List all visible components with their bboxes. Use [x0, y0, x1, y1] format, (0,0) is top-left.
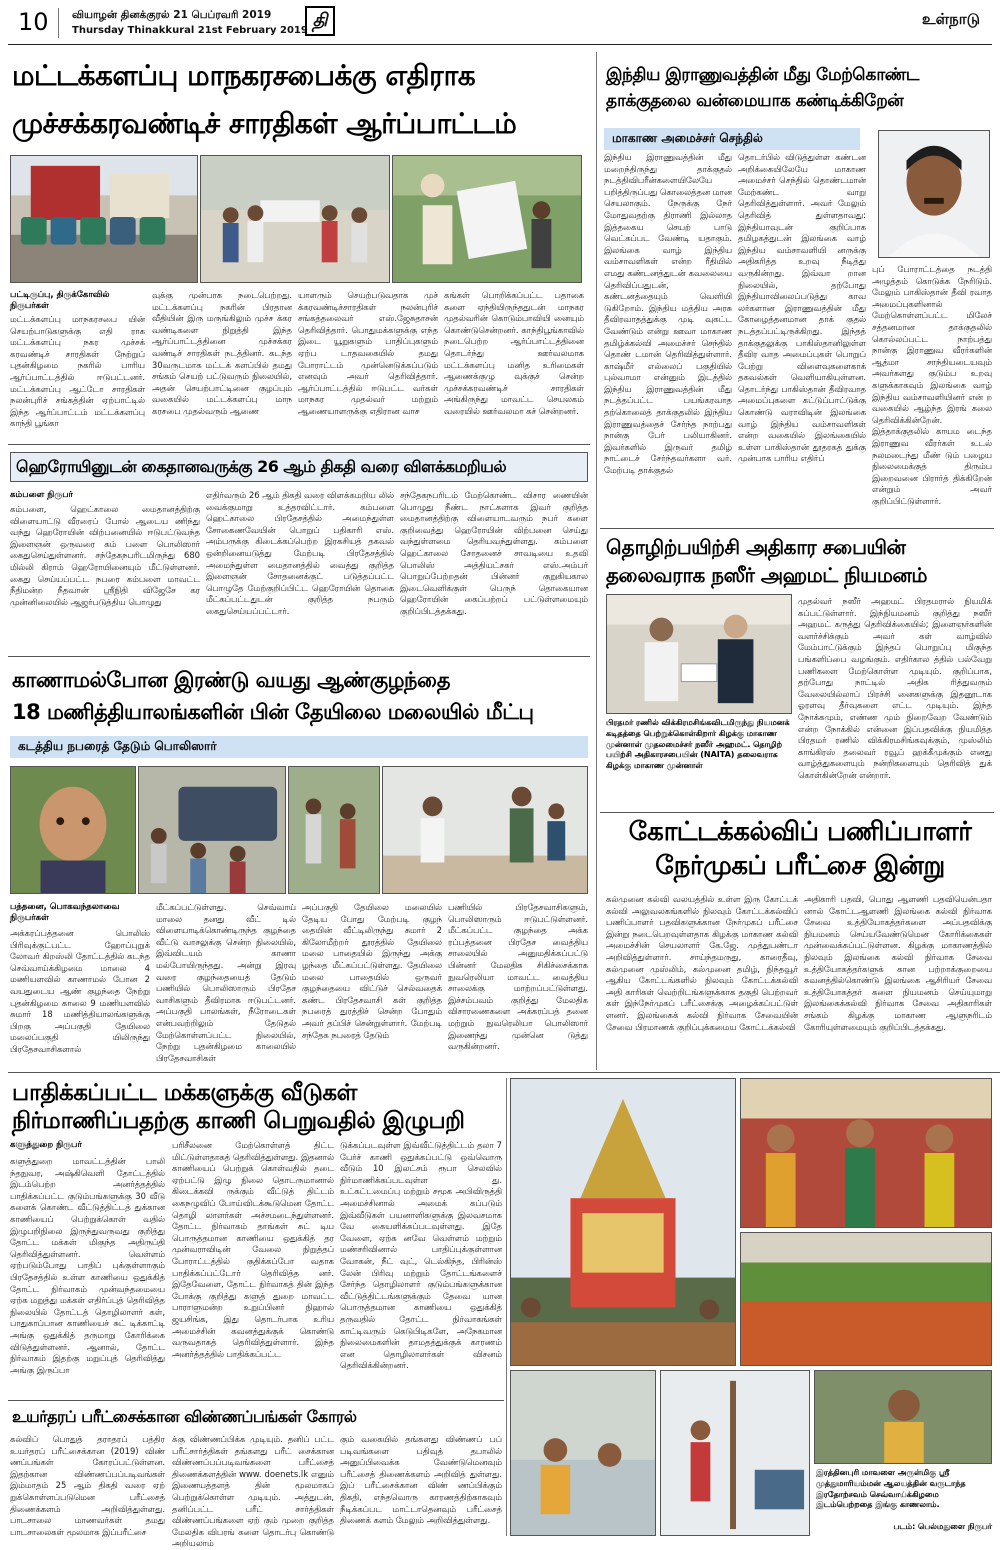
- pole-ritual-photo: [660, 1370, 810, 1536]
- minister-portrait: [878, 130, 990, 258]
- story8-headline-line2: நேர்முகப் பரீட்சை இன்று: [655, 851, 945, 881]
- story1-column-4: கங்கள் பொறிக்கப்பட்ட பதாகை களை ஏந்தியிருந்ததுடன் மாநகர முதல்வரின் கொடும்பாவியி னையும் கொண்டுசென்றனர். காந்திபூங்காவில் நடைபெற்ற ஆர்ப்பாட்டத்தினை தொடர்ந்து ஊர்வலமாக மட்டக்களப்பு மனித உரிமைகள் ஆணைக்குழு வுக்குச் சென்ற முச்சக்கரவண்டிச் சாரதிகள் அங்கிருந்து மாவட்ட செயலகம் வரையில் ஊர்வலமா கச் சென்றனர்.: [444, 290, 584, 416]
- story6-subheading-banner: மாகாண அமைச்சர் செந்தில்: [604, 128, 860, 150]
- story3-column-3: அப்பகுதி தேயிலை மலையில் தேடிய போது மேற்படி குழந் தையின் வீட்டிலிருந்து சுமார் 2 கிலோமீற்றர் தூரத்தில் தேயிலை மலை பாதையில் இருந்து அக்கு ழந்தை மீட்கப்பட்டுள்ளது. தேயிலை மலை பாதையில் ஒருவர் குழந்தையை விட்டுச் செல்வதைக் கண்ட பிரதேசவாசி கள் குறித்த நபரைத் துரத்திச் சென்ற போதும் அவர் தப்பிச் சென்றுள்ளார். மேற்படி சந்தேக நபரைத் தேடும்: [302, 902, 442, 1040]
- story3-column-1: அக்கரப்பத்தனை பொலிஸ் பிரிவுக்குட்பட்ட ஹோப்புறுக் லோவர் கிறஸ்லி தோட்டத்தில் கடந்த செவ்வாய்க்கிழமை மாலை 4 மணியளவில் காணாமல் போன 2 வயதுடைய ஆண் குழந்தை நேற்று புதன்கிழமை காலை 9 மணியளவில் சுமார் 18 மணித்தியாலங்களுக்கு பிறகு அப்பகுதி தேயிலை மலைப்பகுதி யிலிருந்து பிரதேசவாசிகளால்: [10, 928, 150, 1054]
- story2-column-2: எதிர்வரும் 26 ஆம் திகதி வரை விளக்கமறிய லில் வைக்குமாறு உத்தரவிட்டார். கம்பளை ஹெட்காலை பிரதேசத்தில் அமைந்துள்ள சோகைணவேயின் பொறுப் பதிகாரி எஸ். அம்பருக்கு கிடைக்கப்பெற்ற இரகசியத் தகவல் ஒன்றினையடுத்து மேற்படி பிரதேசத்தில் அமைந்துள்ள மைதானத்தில் வைத்து குறித்த இளைஞன் சோதனைக்குட் படுத்தப்பட்ட பொழுதே மேற்குறிப்பிட்ட ஹெரோயின் தொகை மீட்கப்பட்டதுடன் குறித்த நபரும் கைதுசெய்யப்பட்டார்.: [206, 490, 395, 616]
- story3-column-4: பணியில் பிரதேசவாசிகளும், பொலிஸாரும் ஈடுபட்டுள்ளனர். மீட்கப்பட்ட குழந்தை அக்க ரப்பத்தனை பிரதேச வைத்திய சாலையில் அனுமதிக்கப்பட்டு பின்னர் மேலதிக சிகிச்சைக்காக நுவரெலியா மாவட்ட வைத்திய சாலைக்கு மாற்றப்பட்டுள்ளது. இச்சம்பவம் குறித்து மேலதிக விசாரணைகளை அக்கரப்பத் தனை மற்றும் நுவரெலியா பொலிஸார் இணைந்து முன்னெ டுத்து வருகின்றனர்.: [448, 902, 588, 1052]
- story3-headline-line1: காணாமல்போன இரண்டு வயது ஆண்குழந்தை: [12, 668, 451, 692]
- story5-column-1: கல்விப் பொதுத் தராதரப் பத்திர உயர்தரப் பரீட்சைக்கான (2019) விண் ணப்பங்கள் கோரப்பட்டுள்ளன. இதற்கான விண்ணப்பப்படிவங்கள் இம்மாதம் 25 ஆம் திகதி வரை ஏற் றுக்கொள்ளப்படுமென பரீட்சைத் திணைக்களம் அறிவித்துள்ளது. பாடசாலை மாணவர்கள் தமது பாடசாலைகள் மூலமாக இப்பரீட்சை: [10, 1434, 165, 1537]
- story6-column-3: புப் போராட்டத்தை நடத்தி அழுத்தம் கொடுக்க நேரிடும். மேலும் பாகிஸ்தான் தீவி ரவாத அமைப்புகளினால் மேற்கொள்ளப்பட்ட மிலேச் சத்தனமான தாக்குதலில் கொல்லப்பட்ட நாற்பத்து நான்கு இராணுவ வீரர்களின் ஆத்மா சாந்தியடையவும் அவர்களது குடும்ப உறவு களுக்காகவும் இலங்கை வாழ் இந்திய வம்சாவளியினர் என் ற வகையில் ஆழ்ந்த இரங் கலை தெரிவிக்கின்றேன். இத்தாக்குதலில் காயம டைந்த இராணுவ வீரர்கள் உடல் நலமடைந்து மீண் டும் பழைய நிலைமைக்குத் திரும்ப இறைவனை பிரார்த் திக்கிறேன் என்றும் அவர் குறிப்பிட்டுள்ளார்.: [872, 264, 992, 506]
- story2-column-3: சந்தேகநபரிடம் மேற்கொண்ட விசார ணையின் பொழுது நீண்ட நாட்களாக இவர் குறித்த மைதானத்திற்கு விளையாடவரும் நபர் களை குறிவைத்து ஹெரோயின் விற்பனை செய்து வந்துள்ளமை தெரியவந்துள்ளது. கம்பளை ஹெட்காலை சோதனைச் சாவடியை உதவி பொலிஸ் அத்தியட்சகர் எஸ்.அம்பர் பொறுப்பேற்றதன் பின்னர் குறுகியகால இடைவெளிக்குள் பெருந் தொகையான ஹெரோயின் கைப்பற்றப் பட்டுள்ளமையும் குறிப்பிடத்தக்கது.: [400, 490, 588, 616]
- story5-column-3: கும் வகையில் தங்களது விண்ணப் பப் படிவங்களை பதிவுத் தபாலில் அனுப்பிவைக்க வேண்டுமெனவும் பரீட்சைத் திணைக்களம் அறிவித் துள்ளது. இப் பரீட்சைக்கான விண் ணப்பிக்கும் திகதி, எந்தவொரு காரணத்திற்காகவும் நீடிக்கப்பட மாட்டாதெனவும் பரீட்சைத் திணைக் களம் மேலும் அறிவித்துள்ளது.: [340, 1434, 502, 1526]
- story1-column-2: வுக்கு முன்பாக நடைபெற்றது. மட்டக்களப்பு நகரின் பிரதான வீதியின் இரு மருங்கிலும் முச்ச க்கர வண்டிகளை நிறுத்தி இந்த ஆர்ப்பாட்டத்தினை முச்சக்கர வண்டிச் சாரதிகள் நடத்தினர். கடந்த 30வருடமாக மட்டக் களப்பில் தமது சங்கம் செயற் பட்டுவரும் நிலையில், அதன் செயற்பாட்டினை குழப்பும் வகையில் மட்டக்களப்பு மாந கரசபை முதல்வரும் ஆணை: [152, 290, 292, 416]
- story6-column-1: இந்திய இராணுவத்தின் மீது மறைந்திருந்து தாக்குதல் நடத்திவிபரீன்களையிலேயே பறித்திருப்பது கொலைத்தன மான செயலாகும். நேருக்கு நேர் மோதுவதற்கு திராணி இல்லாத இத்தகைய செயற் பாடு வெட்கப்பட வேண்டி யதாகும். இலங்கை வாழ் இந்திய வம்சாவளிகள் என்ற ரீதியில் எமது கண்டனத்துடன் கவலையை தெரிவிப்பதுடன், கண்டனத்தையும் வெளியி டுகிறோம். இந்திய மத்திய அரசு தீவிரவாதத்துக்கு முடி வுகட்ட வேண்டும் என்று ஊவா மாகாண தமிழ்க்கல்வி அமைச்சர் செந்தில் தொண் டமான் தெரிவித்துள்ளார். காஷ்மீர் எல்லைப் பகுதியில் புல்வாமா என்னும் இடத்தில் இந்திய இராணுவத்தின் மீது நடத்தப்பட்ட பயங்கரவாத தற்கொலைத் தாக்குதலில் இந்திய இராணுவத்தைச் சேர்ந்த நாற்பது நான்கு பேர் பலியாகினர். இவர்களில் இருவர் தமிழ் நாட்டைச் சேர்ந்தவர்களா வர். மேற்படி தாக்குதல்: [604, 152, 732, 476]
- devotee-portrait-photo: [814, 1370, 992, 1464]
- story5-column-2: க்கு விண்ணப்பிக்க முடியும். தனிப் பட்ட பரீட்சார்த்திகள் தங்களது பரீட் சைக்கான விண்ணப்பப்படிவங்களை பரீட்சைத் திணைக்களத்தின் www. doenets.lk எனும் இணையத்தளத் தின் மூலமாகப் பெற்றுக்கொள்ள முடியும். அத்துடன், தனிப்பட்ட பரீட் சார்த்திகள் விண்ணப்பங்களை ஏற் கும் முறை குறித்த மேலதிக விபரங் களை தொடர்பு கொண்டு அறியலாம்: [172, 1434, 334, 1549]
- story8-column-2: அதிகாரி பதவி, பொது ஆளணி பதவியென்பதா னால் கோட்டஆளணி இலங்கை கல்வி நிர்வாக சேவை உத்தியோகத்தர்களை அப்பதவிக்கு நியமனம் செய்யவேண்டுமென கோரிக்கைகள் முன்வைக்கப்பட்டுள்ளன. கிழக்கு மாகாணத்தில் நிலவும் இலங்கை கல்வி நிர்வாக சேவை உத்தியோகத்தர்களுக் கான பற்றாக்குறையை கவனத்தில்கொண்டு இலங்கை ஆசிரியர் சேவை உத்தியோகத்தர் களை நியமனம் செய்யுமாறு இலங்கைக்கல்வி நிர்வாக சேவை அதிகாரிகள் சங்கம் கிழக்கு மாகாண ஆளுநரிடம் கோரியுள்ளமையும் குறிப்பிடத்தக்கது.: [804, 894, 992, 1032]
- story3-subheading-banner: கடத்திய நபரைத் தேடும் பொலிஸார்: [10, 736, 588, 758]
- header-date-tamil: வியாழன் தினக்குரல் 21 பெப்ரவரி 2019: [72, 9, 272, 21]
- child-photo: [10, 766, 136, 894]
- story6-headline-line2: தாக்குதலை வன்மையாக கண்டிக்கிறேன்: [606, 91, 904, 111]
- page-number: 10: [18, 8, 49, 36]
- story3-column-2: மீட்கப்பட்டுள்ளது. செவ்வாய் மாலை தனது வீட் டில் விளையாடிக்கொண்டிருந்த குழந்தை வீட்டு வாசலுக்கு சென்ற நிலையில், இவ்விடயம் காணா மல்போயிருந்தது. அன்று இரவு வரை குழந்தையைத் தேடும் பணியில் பொலிஸாரும் பிரதேச வாசிகளும் தீவிரமாக ஈடுபட்டனர். அப்பகுதி பாலங்கள், நீரோடைகள் என்பவற்றிலும் தேடுதல் மேற்கொள்ளப்பட்ட நிலையில், நேற்று புதன்கிழமை காலையில் பிரதேசவாசிகள்: [156, 902, 296, 1063]
- chariot-photo: [510, 1078, 736, 1366]
- newspaper-logo: தி: [305, 6, 335, 36]
- appointment-photo: [606, 594, 792, 714]
- story1-column-3: யாளரும் செயற்படுவதாக முச் க்கரவண்டிச்சாரதிகள் நலன்புரிச் சங்கத்தலைவர் எஸ்.ஜேசுதாசன் தெரிவித்தார். பொதுமக்களுக்கு எந்த இடை யூறுகளும் பாதிப்புகளும் ஏற்ப டாதவகையில் தமது போராட்டம் முன்னெடுக்கப்படும் எனவும் அவர் தெரிவித்தார். ஆர்ப்பாட்டத்தில் ஈடுபட்ட வர்கள் மாநகர முதல்வர் மற்றும் ஆணையாளருக்கு எதிரான வாச: [298, 290, 438, 416]
- story5-headline: உயர்தரப் பரீட்சைக்கான விண்ணப்பங்கள் கோரல்: [12, 1407, 357, 1426]
- story7-headline-line1: தொழிற்பயிற்சி அதிகார சபையின்: [606, 535, 906, 559]
- hospital-photo: [382, 766, 588, 894]
- festival-photo-credit: படம்: பெல்மதுளை நிருபர்: [893, 1522, 992, 1531]
- story4-headline-line1: பாதிக்கப்பட்ட மக்களுக்கு வீடுகள்: [12, 1080, 357, 1106]
- header-date-english: Thursday Thinakkural 21st February 2019: [72, 25, 308, 36]
- story2-headline: ஹெரோயினுடன் கைதானவருக்கு 26 ஆம் திகதி வரை விளக்கமறியல்: [16, 457, 507, 476]
- story1-headline-line1: மட்டக்களப்பு மாநகரசபைக்கு எதிராக: [12, 59, 476, 92]
- story8-column-1: கல்முனை கல்வி வலயத்தில் உள்ள இரு கோட்டக் கல்வி அலுவலகங்களில் நிலவும் கோட்டக்கல்விப் பணிப்பாளர் பதவிகளுக்கான நேர்முகப் பரீட்சை இன்று நடைபெறவுள்ளதாக கிழக்கு மாகாண கல்வி அமைச்சின் செயலாளர் கே.ஜே. முத்துபண்டா அறிவித்துள்ளார். சாய்ந்தமருது, காரைதீவு, கல்முனை முஸ்லிம், கல்முனை தமிழ், நிந்தவூர் ஆகிய கோட்டங்களில் நிலவும் கோட்டக்கல்வி அதி காரிகள் வெற்றிடங்களுக்காக தகுதி பெற்றவர் கள் இந்நேர்முகப் பரீட்சைக்கு அழைக்கப்பட்டுள் ளனர். இலங்கைக் கல்வி நிர்வாக சேவையின் சேவை பிரமாணக் குறிப்புக்கமைய கோட்டக்கல்வி: [606, 894, 798, 1032]
- appointment-photo-caption: பிரதமர் ரணில் விக்கிரமசிங்கவிடமிருந்து நியமனக் கடிதத்தை பெற்றுக்கொள்கிறார் கிழக்கு மாகாண முன்னாள் முதலமைச்சர் நஸீர் அஹமட். தொழிற் பயிற்சி அதிகாரசபையின் (NAITA) தலைவராக கிழக்கு மாகாண முன்னாள்: [606, 718, 790, 771]
- story4-byline: களுத்துறை நிருபர்: [10, 1140, 82, 1150]
- crowd-photo: [288, 766, 380, 894]
- story4-column-3: டுக்கப்படவுள்ள இவ்வீட்டுத்திட்டம் தலா 7 பேர்ச் காணி ஒதுக்கப்பட்டு ஒவ்வொரு வீடும் 10 இலட்சம் ரூபா செலவில் நிர்மாணிக்கப்படவுள்ள து. உட்கட்டமைப்பு மற்றும் சமூக அபிவிருத்தி அமைச்சினால் அமைக் கப்படும் இவ்வீடுகள் பயனாளிகளுக்கு இலவசமாக வே கையளிக்கப்படவுள்ளது. இதே வேளை, ஏற்க னவே வெள்ளம் மற்றும் மண்சரிவினால் பாதிப்புக்குள்ளான வோகன், நீட் வுட், டெல்கிந்த, பிரின்ஸ் லேன் பிரிவு மற்றும் தோட்டங்களைச் சேர்ந்த தொழிலாளர் குடும்பங்களுக்கான வீட்டுத்திட்டங்களுக்கும் தேவை யான பொருத்தமான காணியை ஒதுக்கித் தருவதில் தோட்ட நிர்வாகங்கள் காட்டிவரும் கெடுபிடிகளே, அநேகமான நிலைமைகளின் தாமதத்துக்குக் காரணம் என தொழிலாளர்கள் விசனம் தெரிவிக்கின்றனர்.: [340, 1140, 502, 1371]
- story6-column-2: தொடர்பில் விடுத்துள்ள கண்டன அறிக்கையிலேயே மாகாண அமைச்சர் செந்தில் தொண்டமான் மேற்கண்ட வாறு தெரிவித்துள்ளார். அவர் மேலும் தெரிவித் துள்ளதாவது: இந்தியாவுடன் குறிப்பாக தமிழகத்துடன் இலங்கை வாழ் இந்திய வம்சாவளியி னருக்கு அதிகரித்த உறவு நீடித்து வருகின்றது. இவ்வா றான நிலையில், தற்போது இந்தியாவிலைப்படுத்து காவ லர்களான இராணுவத்தின் மீது கோழைத்தனமான தாக் குதல் நடத்தப்பட்டிருக்கிறது. இந்தத் தாக்குதலுக்கு பாகிஸ்தானிலுள்ள தீவிர வாத அமைப்புகள் பொறுப் பேற்று விளைவுகளைகாக் தகவல்கள் வெளியாகியுள்ளன. தொடர்ந்து பாகிஸ்தான் தீவிரவாத அமைப்புகளை கட்டுப்பாட்டுக்கு கொண்டு வராவிடின் இலங்கை வாழ் இந்திய வம்சாவளிகள் என்ற வகையில் இலங்கையில் உள்ள பாகிஸ்தான் தூதரகத் துக்கு முன்பாக பாரிய எதிர்ப்: [738, 152, 866, 464]
- devotees-photo: [740, 1078, 992, 1228]
- protest-street-photo: [10, 155, 198, 283]
- story1-headline-line2: முச்சக்கரவண்டிச் சாரதிகள் ஆர்ப்பாட்டம்: [12, 107, 517, 140]
- story2-column-1: கம்பளை, ஹெட்காலை மைதானத்திற்கு விளையாட்டு வீரரைப் போல் ஆடைய ணிந்து வந்து ஹெரோயின் விற்பனையில் ஈடுபட்டுவந்த இளைஞன் ஒருவரை கம் பளை பொலிஸார் கைதுசெய்துள்ளனர். சந்தேகநபரிடமிருந்து 680 மில்லி கிராம் ஹெரோயினையும் மீட்டுள்ளனர். கைது செய்யப்பட்ட நபரை கம்பளை மாவட்ட நீதிமன்ற நீதவான் ஸ்ரீநிதி விஜேசே கர முன்னிலையில் ஆஜர்படுத்திய பொழுது: [10, 504, 200, 607]
- section-label: உள்நாடு: [922, 10, 980, 28]
- story4-column-2: பரிசீலனை மேற்கொள்ளத் திட்ட மிட்டுள்ளதாகத் தெரிவித்துள்ளது. இதனால் காணியைப் பெற்றுக் கொள்வதில் தடை ஏற்பட்டு இழு நிலை தொடருமானால் கிடைக்கவி ருக்கும் வீட்டுத் திட்டம் கைநழுவிப் போய்விடக்கூடுமென தோட்ட தொழி லாளர்கள் அச்சமடைந்துள்ளனர். தோட்ட நிர்வாகம் தாங்கள் சுட் டிய பொருத்தமான காணியை ஒதுக்கித் தர முன்வராவிடின் வேலை நிறுத்தப் போராட்டத்தில் குதிக்கப்போ வதாக பாதிக்கப்பட்டோர் தெரிவித்த னர். இதேவேளை, தோட்ட நிர்வாகத் தின் இந்த போக்கு குறித்து களுத் துறை மாவட்ட பாராளுமன்ற உறுப்பினர் நிஹால் ஜயசிங்க, இது தொடர்பாக உரிய அமைச்சின் கவனத்துக்குக் கொண்டு வருவதாகத் தெரிவித்துள்ளார். இந்த அனர்த்தத்தில் பாதிக்கப்பட்ட: [172, 1140, 334, 1359]
- story4-headline-line2: நிர்மாணிப்பதற்கு காணி பெறுவதில் இழுபறி: [12, 1108, 465, 1134]
- story7-headline-line2: தலைவராக நஸீர் அஹமட் நியமனம்: [606, 563, 927, 587]
- story4-column-1: களுத்துறை மாவட்டத்தின் பாலி ந்தநுவர, அஷ்கிவெளி தோட்டத்தில் இடம்பெற்ற அனர்த்தத்தில் பாதிக்கப்பட்ட குடும்பங்களுக்கு 30 வீடு களைக் கொண்ட வீட்டுத்திட்டத் துக்கான காணியைப் பெற்றுக்கொள் வதில் இழுபறிநிலை இருந்துவருவது குறித்து தோட்ட மக்கள் மிகுந்த அதிருப்தி தெரிவித்துள்ளனர். வெள்ளம் ஏற்படும்போது பாதிப் புக்குள்ளாகும் பிரதேசத்தில் உள்ள காணியை ஒதுக்கித் தோட்ட நிர்வாகம் முன்வந்தமையை ஏற்க மறுத்து மக்கள் எதிர்ப்புத் தெரிவித்த நிலையில் தோட்டத் தொழிலாளர் கள், பாதுகாப்பான காணியைச் சுட் டிக்காட்டி அங்கு ஒதுக்கித் தருமாறு கோரிக்கை விடுத்துள்ளனர். ஆனால், தோட்ட நிர்வாகம் இதற்கு மறுப்புத் தெரிவித்து அங்கு இருப்பா: [10, 1156, 165, 1375]
- story8-headline-line1: கோட்டக்கல்விப் பணிப்பாளர்: [628, 817, 972, 847]
- story1-column-1: மட்டக்களப்பு மாநகரசபை யின் செயற்பாடுகளுக்கு எதி ராக மட்டக்களப்பு நகர முச்சக் கரவண்டிச் சாரதிகள் நேற்றுப் புதன்கிழமை நகரில் பாரிய ஆர்ப்பாட்டத்தில் ஈடுபட்டனர். மட்டக்களப்பு ஆட்டோ சாரதிகள் நலன்புரிச் சங்கத்தின் ஏற்பாட்டில் இந்த ஆர்ப்பாட்டம் மட்டக்களப்பு காந்தி பூங்கா: [10, 314, 145, 429]
- protest-crowd-photo: [200, 155, 390, 283]
- story7-column-1: முதல்வர் நஸீர் அஹமட் பிரதமரால் நியமிக் கப்பட்டுள்ளார். இந்நியமனம் குறித்து நஸீர் அஹமட் கருத்து தெரிவிக்கையில்; இளைஞர்களின் வளர்ச்சிக்கும் அவர் கள் வாழ்வில் மேம்பாட்டுக்கும் இந்தப் பொறுப்பு மிகுந்த பங்களிப்பை வழங்கும். எதிர்கால த்தில் பல்வேறு பணிகளை மேற்கொள்ள முடியும். குறிப்பாக, தற்போது நாட்டில் அதிக ரித்துவரும் வேலையில்லாப் பிரச்சி னைகளுக்கு இதனூடாக ஓரளவு தீர்வுகளை எட்ட முடியும். இந்த நோக்கமும், எண்ண மும் நிறைவேற வேண்டும் என்ற நோக்கில் என்னை இப்பதவிக்கு நியமித்த பிரதமர் ரணில் விக்கிரமசிங்கவுக்கும், முஸ்லிம் காங்கிரஸ் தலைவர் ரவூப் ஹக்கீமுக்கும் எனது வாழ்த்துகளையும் நன்றிகளையும் தெரிவித் துக் கொள்கின்றேன் என்றார்.: [798, 596, 992, 780]
- story6-headline-line1: இந்திய இராணுவத்தின் மீது மேற்கொண்ட: [606, 65, 919, 85]
- story3-byline: பத்தனை, பொகவந்தலாவை நிருபர்கள்: [10, 902, 120, 923]
- bathing-ritual-photo: [510, 1370, 656, 1536]
- villagers-vehicle-photo: [138, 766, 286, 894]
- story3-headline-line2: 18 மணித்தியாலங்களின் பின் தேயிலை மலையில் மீட்பு: [12, 700, 534, 724]
- protest-effigy-photo: [392, 155, 582, 283]
- procession-photo: [740, 1232, 992, 1366]
- story1-byline: பட்டிருப்பு, திருக்கோவில் நிருபர்கள்: [10, 290, 110, 311]
- festival-photo-caption: இரத்தினபுரி மாவளை அருள்மிகு ஸ்ரீ முத்துமாரியம்மன் ஆலயத்தின் வருடாந்த இரதோற்சவம் செவ்வாய்க்கிழமை இடம்பெற்றதை இங்கு காணலாம்.: [816, 1468, 966, 1510]
- story2-byline: கம்பளை நிருபர்: [10, 490, 73, 500]
